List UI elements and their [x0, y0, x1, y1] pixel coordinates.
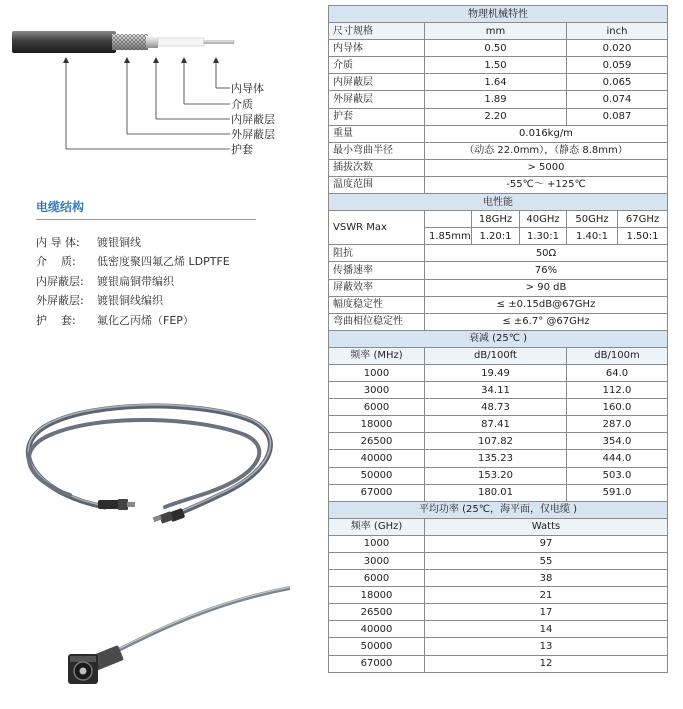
structure-desc: 镀银扁铜带编织 — [97, 274, 174, 288]
row-label: 介质 — [329, 57, 425, 74]
cell: 12 — [425, 655, 668, 672]
cell: 1.50:1 — [618, 228, 668, 245]
row-label: 内屏蔽层 — [329, 74, 425, 91]
table-row — [329, 570, 668, 587]
row-label: 幅度稳定性 — [329, 296, 425, 313]
cell: -55℃～ +125℃ — [425, 176, 668, 193]
table-row — [329, 638, 668, 655]
section-title: 平均功率 (25℃，海平面，仅电缆 ) — [329, 501, 668, 518]
structure-list — [36, 232, 230, 330]
cell: 0.065 — [567, 74, 668, 91]
table-row — [329, 382, 668, 399]
cell: 97 — [425, 535, 668, 552]
cell: 21 — [425, 587, 668, 604]
cell: 18GHz — [472, 211, 520, 228]
structure-name: 内 导 体: — [36, 235, 80, 249]
table-row — [329, 313, 668, 330]
cell: 0.020 — [567, 40, 668, 57]
table-row — [329, 108, 668, 125]
cell: 48.73 — [425, 399, 567, 416]
row-label: 温度范围 — [329, 176, 425, 193]
cell: 0.059 — [567, 57, 668, 74]
table-row — [329, 176, 668, 193]
connector-icon — [153, 508, 186, 524]
section-title: 电性能 — [329, 194, 668, 211]
table-header-row — [329, 347, 668, 364]
cell: 0.087 — [567, 108, 668, 125]
column-header: mm — [425, 23, 567, 40]
cell: 287.0 — [567, 416, 668, 433]
cell: > 90 dB — [425, 279, 668, 296]
table-row — [329, 655, 668, 672]
structure-name: 内屏蔽层: — [36, 274, 84, 288]
table-row — [329, 535, 668, 552]
row-label: 重量 — [329, 125, 425, 142]
cell: 112.0 — [567, 382, 668, 399]
cell: 40GHz — [520, 211, 567, 228]
cell: 3000 — [329, 382, 425, 399]
table-row — [329, 621, 668, 638]
cell: 1.89 — [425, 91, 567, 108]
cell: 354.0 — [567, 433, 668, 450]
cell: 0.50 — [425, 40, 567, 57]
connector-icon — [98, 499, 135, 510]
column-header: 频率 (GHz) — [329, 518, 425, 535]
row-label: 内导体 — [329, 40, 425, 57]
column-header: dB/100ft — [425, 347, 567, 364]
table-row — [329, 125, 668, 142]
row-label: VSWR Max — [329, 211, 425, 245]
dielectric-layer — [158, 38, 204, 46]
table-row — [329, 604, 668, 621]
table-row — [329, 416, 668, 433]
cell: 153.20 — [425, 467, 567, 484]
section-title: 物理机械特性 — [329, 6, 668, 23]
cell: 1.20:1 — [472, 228, 520, 245]
cell: 180.01 — [425, 484, 567, 501]
inner-conductor-layer — [204, 41, 234, 44]
cell: 1.40:1 — [567, 228, 618, 245]
table-row — [329, 159, 668, 176]
table-row — [329, 74, 668, 91]
structure-desc: 镀银铜线编织 — [97, 294, 163, 308]
row-label: 弯曲相位稳定性 — [329, 313, 425, 330]
row-label: 传播速率 — [329, 262, 425, 279]
section-header-electrical — [329, 194, 668, 211]
cell: ≤ ±0.15dB@67GHz — [425, 296, 668, 313]
row-label: 屏蔽效率 — [329, 279, 425, 296]
cell: 3000 — [329, 553, 425, 570]
table-row — [329, 262, 668, 279]
cell — [425, 211, 472, 228]
section-header-physical — [329, 6, 668, 23]
row-label: 护套 — [329, 108, 425, 125]
cell: 160.0 — [567, 399, 668, 416]
cell: 40000 — [329, 621, 425, 638]
cell: 18000 — [329, 587, 425, 604]
section-header-attenuation — [329, 330, 668, 347]
table-row — [329, 364, 668, 381]
cell: 444.0 — [567, 450, 668, 467]
cell: 76% — [425, 262, 668, 279]
cell: 40000 — [329, 450, 425, 467]
cell: 50GHz — [567, 211, 618, 228]
label-jacket: 护套 — [231, 143, 253, 156]
table-row — [329, 245, 668, 262]
table-header-row — [329, 23, 668, 40]
table-row — [329, 57, 668, 74]
column-header: 尺寸规格 — [329, 23, 425, 40]
structure-name: 介 质: — [36, 255, 76, 269]
structure-desc: 镀银铜线 — [97, 235, 141, 249]
inner-shield-layer — [146, 36, 158, 48]
cell: 135.23 — [425, 450, 567, 467]
table-row — [329, 279, 668, 296]
cell: 503.0 — [567, 467, 668, 484]
table-row — [329, 467, 668, 484]
cell: 0.016kg/m — [425, 125, 668, 142]
table-header-row — [329, 518, 668, 535]
row-label: 阻抗 — [329, 245, 425, 262]
cell: 50000 — [329, 467, 425, 484]
structure-desc: 低密度聚四氟乙烯 LDPTFE — [97, 255, 230, 269]
cell: 26500 — [329, 433, 425, 450]
cell: 50000 — [329, 638, 425, 655]
section-header-power — [329, 501, 668, 518]
cell: 1.64 — [425, 74, 567, 91]
cell: 87.41 — [425, 416, 567, 433]
table-row — [329, 553, 668, 570]
cell: （动态 22.0mm），（静态 8.8mm） — [425, 142, 668, 159]
row-label: 最小弯曲半径 — [329, 142, 425, 159]
table-row — [329, 91, 668, 108]
structure-title: 电缆结构 — [36, 200, 85, 214]
structure-name: 护 套: — [36, 313, 76, 327]
structure-divider — [36, 219, 256, 220]
cell: 55 — [425, 553, 668, 570]
cell: 107.82 — [425, 433, 567, 450]
label-inner-shield: 内屏蔽层 — [231, 113, 275, 126]
cell: 1000 — [329, 535, 425, 552]
table-row — [329, 399, 668, 416]
structure-row — [36, 271, 230, 291]
section-title: 衰减 (25℃ ) — [329, 330, 668, 347]
row-label: 外屏蔽层 — [329, 91, 425, 108]
cell: ≤ ±6.7° @67GHz — [425, 313, 668, 330]
table-row — [329, 587, 668, 604]
table-row — [329, 142, 668, 159]
cell: 1000 — [329, 364, 425, 381]
cell: 6000 — [329, 570, 425, 587]
cell: 18000 — [329, 416, 425, 433]
cell: 17 — [425, 604, 668, 621]
label-outer-shield: 外屏蔽层 — [231, 128, 275, 141]
column-header: inch — [567, 23, 668, 40]
cell: 19.49 — [425, 364, 567, 381]
cell: 0.074 — [567, 91, 668, 108]
cell: 67000 — [329, 655, 425, 672]
connector-icon — [68, 645, 124, 684]
cell: 13 — [425, 638, 668, 655]
table-row — [329, 433, 668, 450]
cell: 1.50 — [425, 57, 567, 74]
structure-row — [36, 252, 230, 272]
structure-row — [36, 232, 230, 252]
cable-assembly-photo — [10, 395, 280, 535]
cell: 26500 — [329, 604, 425, 621]
structure-row — [36, 310, 230, 330]
cell: 38 — [425, 570, 668, 587]
row-label: 插拔次数 — [329, 159, 425, 176]
cell: > 5000 — [425, 159, 668, 176]
table-row — [329, 211, 668, 228]
table-row — [329, 484, 668, 501]
table-row — [329, 450, 668, 467]
label-inner-conductor: 内导体 — [231, 82, 264, 95]
structure-row — [36, 291, 230, 311]
cell: 591.0 — [567, 484, 668, 501]
structure-desc: 氟化乙丙烯（FEP） — [97, 313, 194, 327]
cell: 64.0 — [567, 364, 668, 381]
column-header: dB/100m — [567, 347, 668, 364]
structure-name: 外屏蔽层: — [36, 294, 84, 308]
cell: 1.30:1 — [520, 228, 567, 245]
cell: 2.20 — [425, 108, 567, 125]
table-row — [329, 296, 668, 313]
label-dielectric: 介质 — [231, 98, 253, 111]
cell: 14 — [425, 621, 668, 638]
cell: 6000 — [329, 399, 425, 416]
cell: 34.11 — [425, 382, 567, 399]
cell: 50Ω — [425, 245, 668, 262]
cell: 67GHz — [618, 211, 668, 228]
cell: 1.85mm — [425, 228, 472, 245]
spec-table — [328, 5, 668, 673]
column-header: 频率 (MHz) — [329, 347, 425, 364]
column-header: Watts — [425, 518, 668, 535]
table-row — [329, 40, 668, 57]
jacket-layer — [12, 31, 116, 53]
cell: 67000 — [329, 484, 425, 501]
cable-connector-photo — [60, 580, 290, 690]
